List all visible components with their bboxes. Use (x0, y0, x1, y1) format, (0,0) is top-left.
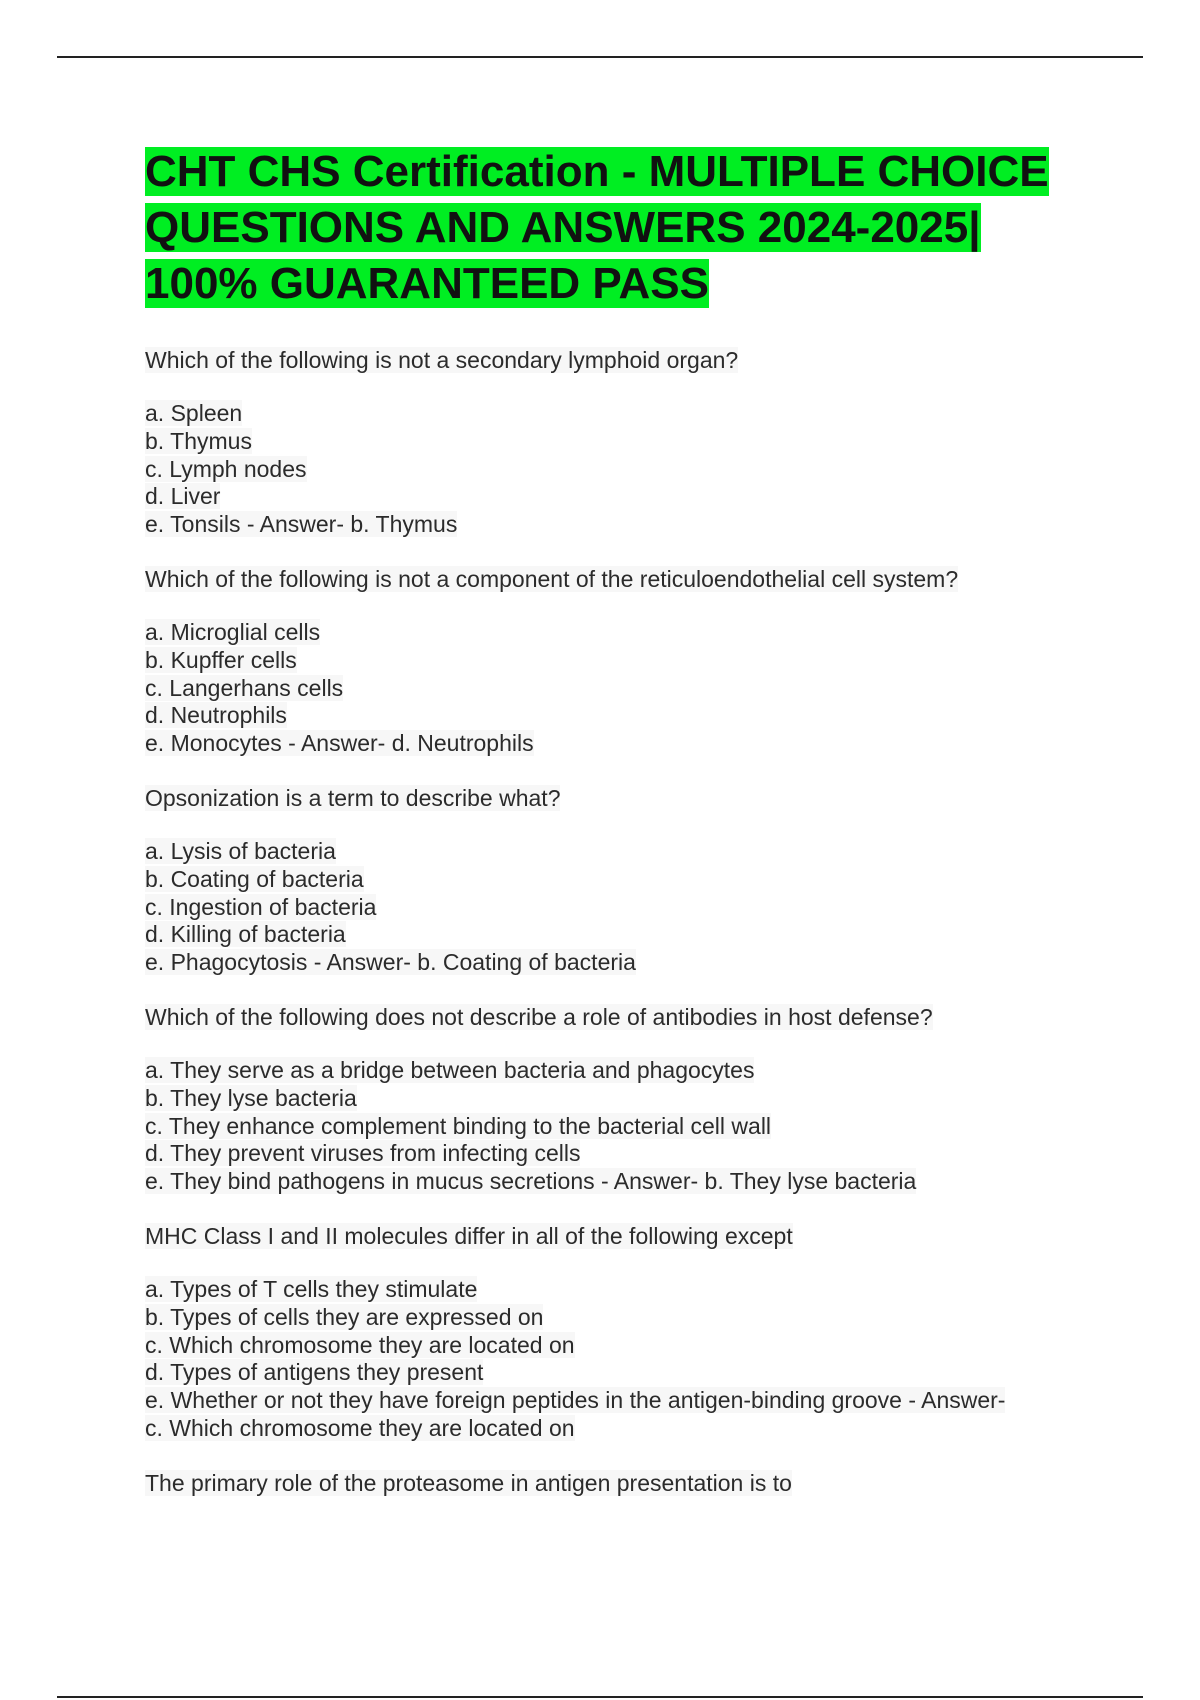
question-prompt: Opsonization is a term to describe what? (145, 784, 561, 811)
answer-option: c. They enhance complement binding to the bacterial cell wall (145, 1112, 772, 1139)
option-list (145, 1276, 1065, 1443)
question-prompt: Which of the following does not describe a role of antibodies in host defense? (145, 1003, 933, 1030)
question-prompt: Which of the following is not a component of the reticuloendothelial cell system? (145, 565, 959, 592)
question-prompt: Which of the following is not a secondary lymphoid organ? (145, 347, 739, 373)
answer-option: c. Langerhans cells (145, 674, 344, 701)
question-block (145, 1003, 1065, 1196)
answer-option: a. Lysis of bacteria (145, 837, 336, 864)
option-list (145, 1057, 1065, 1196)
option-list (145, 619, 1065, 758)
question-list (145, 346, 1065, 1497)
answer-option: a. Microglial cells (145, 618, 321, 645)
answer-option-with-answer: e. Monocytes - Answer- d. Neutrophils (145, 730, 534, 757)
answer-option: b. Types of cells they are expressed on (145, 1303, 544, 1330)
option-list (145, 400, 1065, 539)
answer-option: b. They lyse bacteria (145, 1084, 357, 1111)
bottom-rule (57, 1696, 1143, 1698)
question-prompt: MHC Class I and II molecules differ in all of the following except (145, 1222, 793, 1249)
question-block (145, 1469, 1065, 1497)
answer-option-with-answer: e. Tonsils - Answer- b. Thymus (145, 511, 458, 538)
title-highlight: CHT CHS Certification - MULTIPLE CHOICE QUESTIONS AND ANSWERS 2024-2025| 100% GUARANTEED PASS (145, 147, 1049, 308)
document-title (145, 144, 1065, 312)
option-list (145, 838, 1065, 977)
question-prompt: The primary role of the proteasome in antigen presentation is to (145, 1469, 792, 1496)
answer-option-with-answer: e. Whether or not they have foreign peptides in the antigen-binding groove - Answer- (145, 1387, 1006, 1414)
answer-option: b. Coating of bacteria (145, 865, 364, 892)
question-block (145, 565, 1065, 758)
answer-option: c. Which chromosome they are located on (145, 1331, 575, 1358)
question-block (145, 1222, 1065, 1443)
answer-continuation: c. Which chromosome they are located on (145, 1414, 575, 1441)
answer-option: d. They prevent viruses from infecting cells (145, 1140, 581, 1167)
answer-option-with-answer: e. They bind pathogens in mucus secretions - Answer- b. They lyse bacteria (145, 1168, 917, 1195)
answer-option: d. Types of antigens they present (145, 1359, 484, 1386)
answer-option: b. Kupffer cells (145, 646, 297, 673)
answer-option: a. Spleen (145, 400, 243, 426)
answer-option: c. Ingestion of bacteria (145, 893, 377, 920)
answer-option: b. Thymus (145, 427, 252, 454)
answer-option: c. Lymph nodes (145, 455, 307, 482)
page-content (145, 144, 1065, 1523)
answer-option: a. They serve as a bridge between bacteria and phagocytes (145, 1056, 755, 1083)
answer-option: d. Neutrophils (145, 702, 287, 729)
answer-option: d. Killing of bacteria (145, 921, 346, 948)
top-rule (57, 56, 1143, 58)
answer-option-with-answer: e. Phagocytosis - Answer- b. Coating of bacteria (145, 949, 636, 976)
question-block (145, 346, 1065, 539)
question-block (145, 784, 1065, 977)
answer-option: a. Types of T cells they stimulate (145, 1275, 478, 1302)
answer-option: d. Liver (145, 483, 221, 510)
